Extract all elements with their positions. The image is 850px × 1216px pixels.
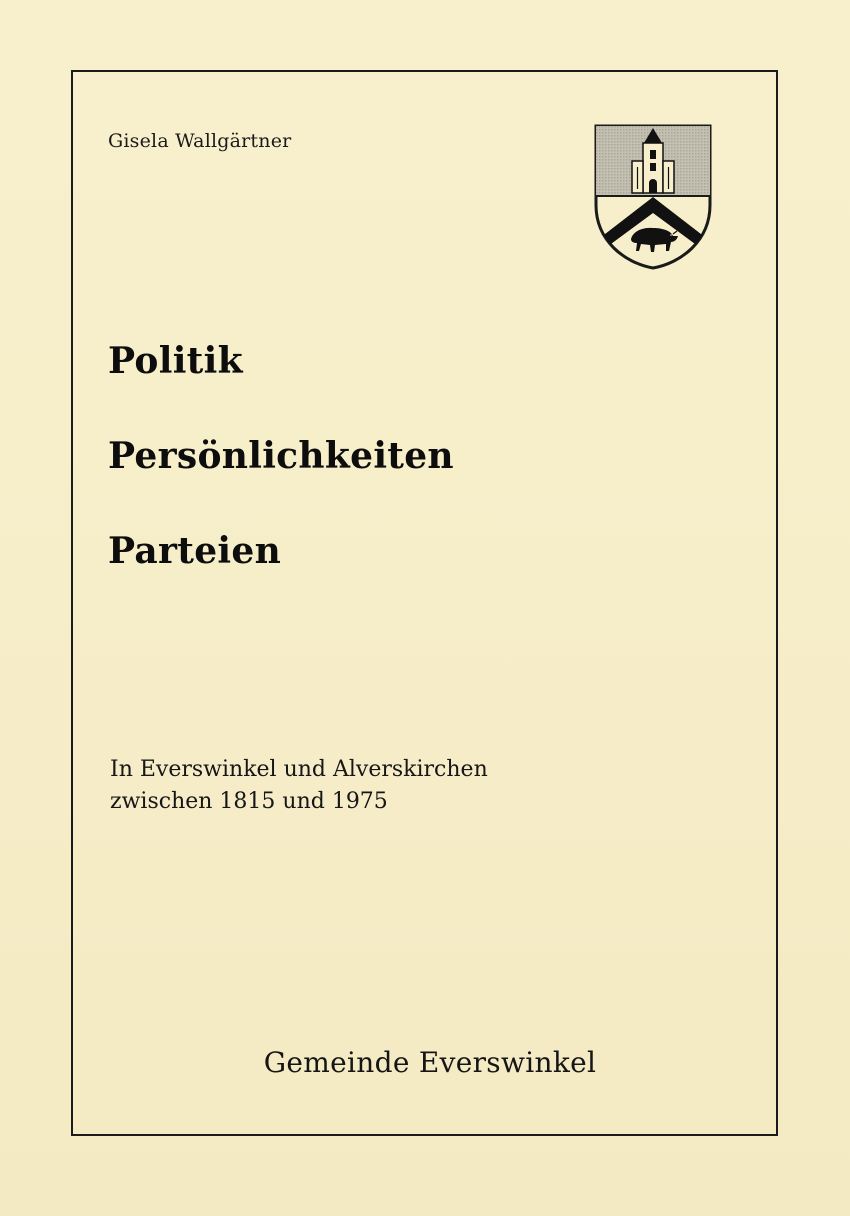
title-line-persoenlichkeiten: Persönlichkeiten xyxy=(108,435,454,477)
title-line-politik: Politik xyxy=(108,340,243,382)
author-name: Gisela Wallgärtner xyxy=(108,130,292,152)
publisher-name: Gemeinde Everswinkel xyxy=(263,1046,597,1079)
subtitle-line-1: In Everswinkel und Alverskirchen xyxy=(110,757,488,782)
title-line-parteien: Parteien xyxy=(108,530,282,572)
subtitle-line-2: zwischen 1815 und 1975 xyxy=(110,789,388,814)
coat-of-arms-icon xyxy=(593,123,713,271)
